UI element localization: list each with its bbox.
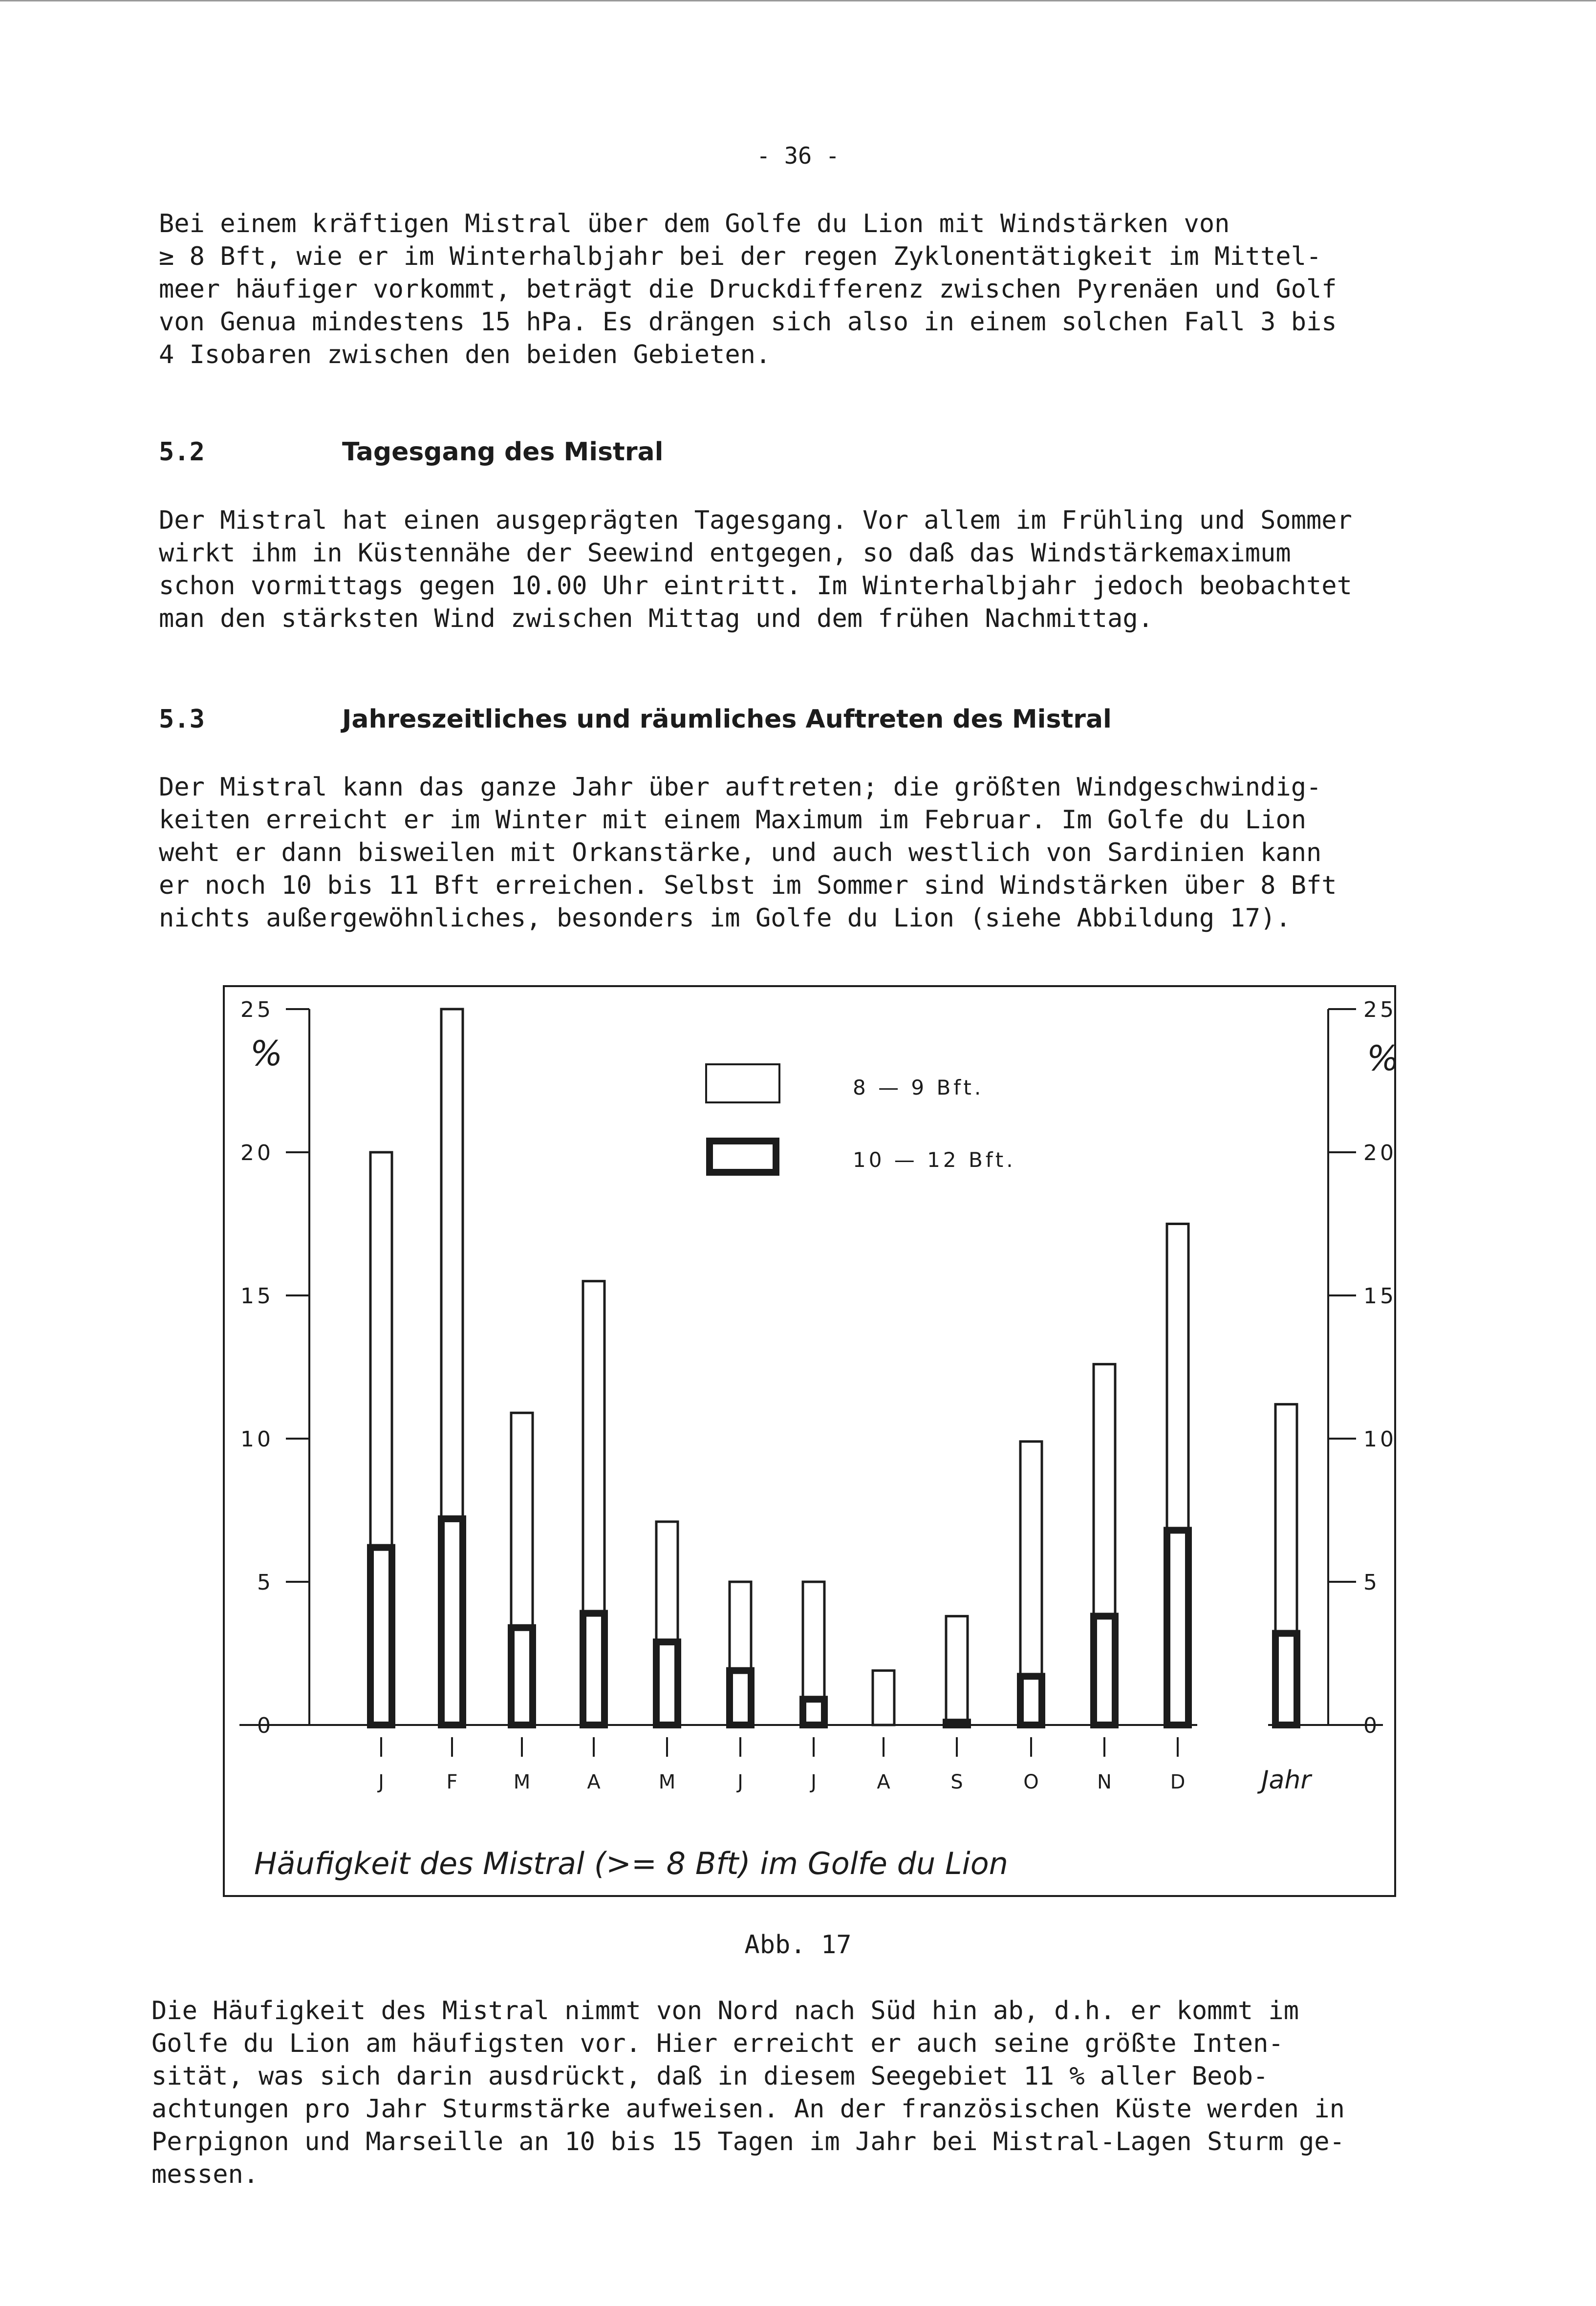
bar-10-12-11: [1167, 1530, 1188, 1725]
right-tick-label-15: 15: [1363, 1284, 1397, 1309]
page-number: - 36 -: [756, 143, 840, 170]
section-5-2-title: Tagesgang des Mistral: [342, 437, 664, 467]
bar-10-12-12: [1275, 1633, 1297, 1725]
bar-10-12-6: [803, 1699, 824, 1725]
x-tick-label-10: N: [1097, 1771, 1112, 1793]
section-5-3-title: Jahreszeitliches und räumliches Auftreten des Mistral: [342, 705, 1112, 734]
paragraph-2: Der Mistral hat einen ausgeprägten Tagesgang. Vor allem im Frühling und Sommer wirkt ihm in Küstennähe der Seewind entgegen, so daß das Windstärkemaximum schon vormittags gegen 10.00 Uhr eintritt. Im Winterhalbjahr jedoch beobachtet man den stärksten Wind zwischen Mittag und dem frühen Nachmittag.: [159, 506, 1352, 633]
right-tick-label-10: 10: [1363, 1427, 1397, 1452]
bar-10-12-8: [946, 1722, 968, 1725]
x-tick-label-6: J: [811, 1771, 817, 1793]
bar-10-12-3: [583, 1613, 604, 1725]
bar-10-12-2: [511, 1628, 533, 1725]
legend-swatch-8-9: [706, 1064, 779, 1102]
chart-title: Häufigkeit des Mistral (>= 8 Bft) im Golfe du Lion: [254, 1846, 1008, 1881]
x-tick-label-4: M: [658, 1771, 676, 1793]
chart-frame: [224, 986, 1395, 1896]
left-tick-label-15: 15: [240, 1284, 274, 1309]
section-5-2-number: 5.2: [159, 437, 205, 467]
bar-10-12-1: [441, 1519, 463, 1725]
x-tick-label-5: J: [737, 1771, 743, 1793]
x-tick-label-9: O: [1023, 1771, 1039, 1793]
bar-10-12-4: [656, 1642, 678, 1725]
left-tick-label-10: 10: [240, 1427, 274, 1452]
left-tick-label-5: 5: [257, 1570, 274, 1595]
x-tick-label-1: F: [446, 1771, 458, 1793]
bar-total-7: [873, 1671, 894, 1725]
legend-label-10-12: 10 — 12 Bft.: [853, 1148, 1016, 1172]
paragraph-4: Die Häufigkeit des Mistral nimmt von Nord nach Süd hin ab, d.h. er kommt im Golfe du Lion am häufigsten vor. Hier erreicht er auch seine größte Inten- sität, was sich darin ausdrückt, daß in diesem Seegebiet 11 % aller Beob- achtungen pro Jahr Sturmstärke aufweisen. An der französischen Küste werden in Perpignon und Marseille an 10 bis 15 Tagen im Jahr bei Mistral-Lagen Sturm ge- messen.: [151, 1996, 1345, 2189]
left-y-unit-label: %: [250, 1034, 283, 1074]
figure-caption: Abb. 17: [744, 1930, 852, 1960]
left-tick-label-0: 0: [257, 1713, 274, 1738]
bar-10-12-10: [1094, 1616, 1115, 1725]
left-tick-label-20: 20: [240, 1141, 274, 1165]
right-tick-label-25: 25: [1363, 997, 1397, 1022]
bar-10-12-9: [1020, 1676, 1042, 1725]
x-tick-label-7: A: [877, 1771, 890, 1793]
x-tick-label-3: A: [587, 1771, 601, 1793]
right-tick-label-0: 0: [1363, 1713, 1380, 1738]
x-tick-label-0: J: [378, 1771, 384, 1793]
paragraph-1: Bei einem kräftigen Mistral über dem Golfe du Lion mit Windstärken von ≥ 8 Bft, wie er im Winterhalbjahr bei der regen Zyklonentätigkeit im Mittel- meer häufiger vorkommt, beträgt die Druckdifferenz zwischen Pyrenäen und Golf von Genua mindestens 15 hPa. Es drängen sich also in einem solchen Fall 3 bis 4 Isobaren zwischen den beiden Gebieten.: [159, 209, 1337, 369]
bar-total-8: [946, 1616, 968, 1725]
right-y-unit-label: %: [1366, 1038, 1400, 1078]
x-tick-label-11: D: [1170, 1771, 1186, 1793]
section-5-3-number: 5.3: [159, 705, 205, 734]
x-tick-label-8: S: [950, 1771, 963, 1793]
right-tick-label-20: 20: [1363, 1141, 1397, 1165]
right-tick-label-5: 5: [1363, 1570, 1380, 1595]
legend-swatch-10-12: [710, 1141, 776, 1172]
bar-10-12-0: [370, 1548, 392, 1725]
bar-10-12-5: [730, 1671, 751, 1725]
left-tick-label-25: 25: [240, 997, 274, 1022]
legend-label-8-9: 8 — 9 Bft.: [853, 1076, 984, 1099]
paragraph-3: Der Mistral kann das ganze Jahr über auftreten; die größten Windgeschwindig- keiten erreicht er im Winter mit einem Maximum im Februar. Im Golfe du Lion weht er dann bisweilen mit Orkanstärke, und auch westlich von Sardinien kann er noch 10 bis 11 Bft erreichen. Selbst im Sommer sind Windstärken über 8 Bft nichts außergewöhnliches, besonders im Golfe du Lion (siehe Abbildung 17).: [159, 773, 1337, 933]
x-tick-label-2: M: [513, 1771, 531, 1793]
x-tick-label-12: Jahr: [1261, 1766, 1311, 1795]
